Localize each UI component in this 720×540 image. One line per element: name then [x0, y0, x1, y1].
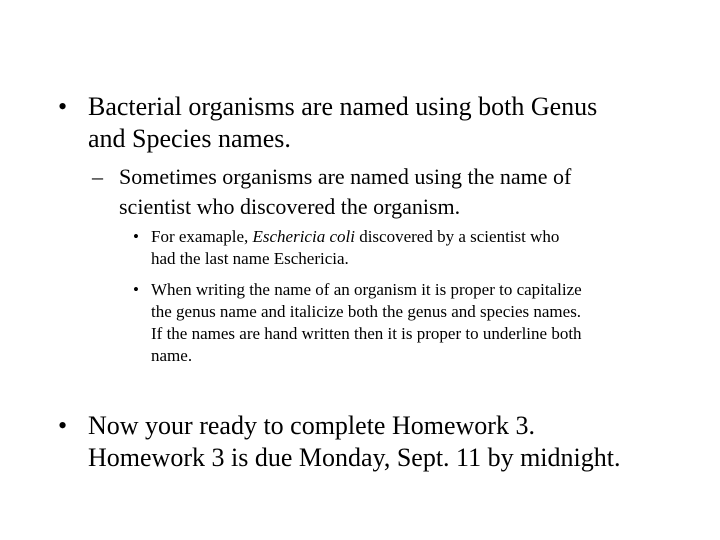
bullet-marker: •	[58, 92, 68, 121]
example-suffix: discovered by a scientist who	[354, 227, 560, 246]
bullet-text-line: When writing the name of an organism it is proper to capitalize	[151, 280, 582, 299]
example-species-name: Eschericia coli	[252, 227, 355, 246]
bullet-marker: •	[133, 227, 139, 246]
bullet-text-line: Sometimes organisms are named using the name of	[119, 164, 572, 189]
bullet-text-line: scientist who discovered the organism.	[119, 194, 461, 219]
bullet-text-line: Homework 3 is due Monday, Sept. 11 by midnight.	[88, 443, 621, 472]
bullet-text-line: If the names are hand written then it is proper to underline both	[151, 324, 582, 343]
bullet-text-line: Now your ready to complete Homework 3.	[88, 411, 535, 440]
bullet-text-line: the genus name and italicize both the genus and species names.	[151, 302, 582, 321]
bullet-text-line: had the last name Eschericia.	[151, 249, 349, 268]
bullet-marker: •	[58, 411, 68, 440]
bullet-text-line: Bacterial organisms are named using both Genus	[88, 92, 598, 121]
bullet-homework	[88, 410, 708, 474]
bullet-text-line: and Species names.	[88, 124, 291, 153]
bullet-text-line: name.	[151, 346, 193, 365]
subsubbullet-capitalize-rule	[151, 279, 671, 367]
dash-marker: –	[92, 164, 103, 189]
bullet-marker: •	[133, 280, 139, 299]
example-prefix: For examaple,	[151, 227, 253, 246]
subsubbullet-example	[151, 226, 671, 270]
bullet-genus-species	[88, 91, 688, 155]
subbullet-scientist-naming	[119, 162, 659, 222]
